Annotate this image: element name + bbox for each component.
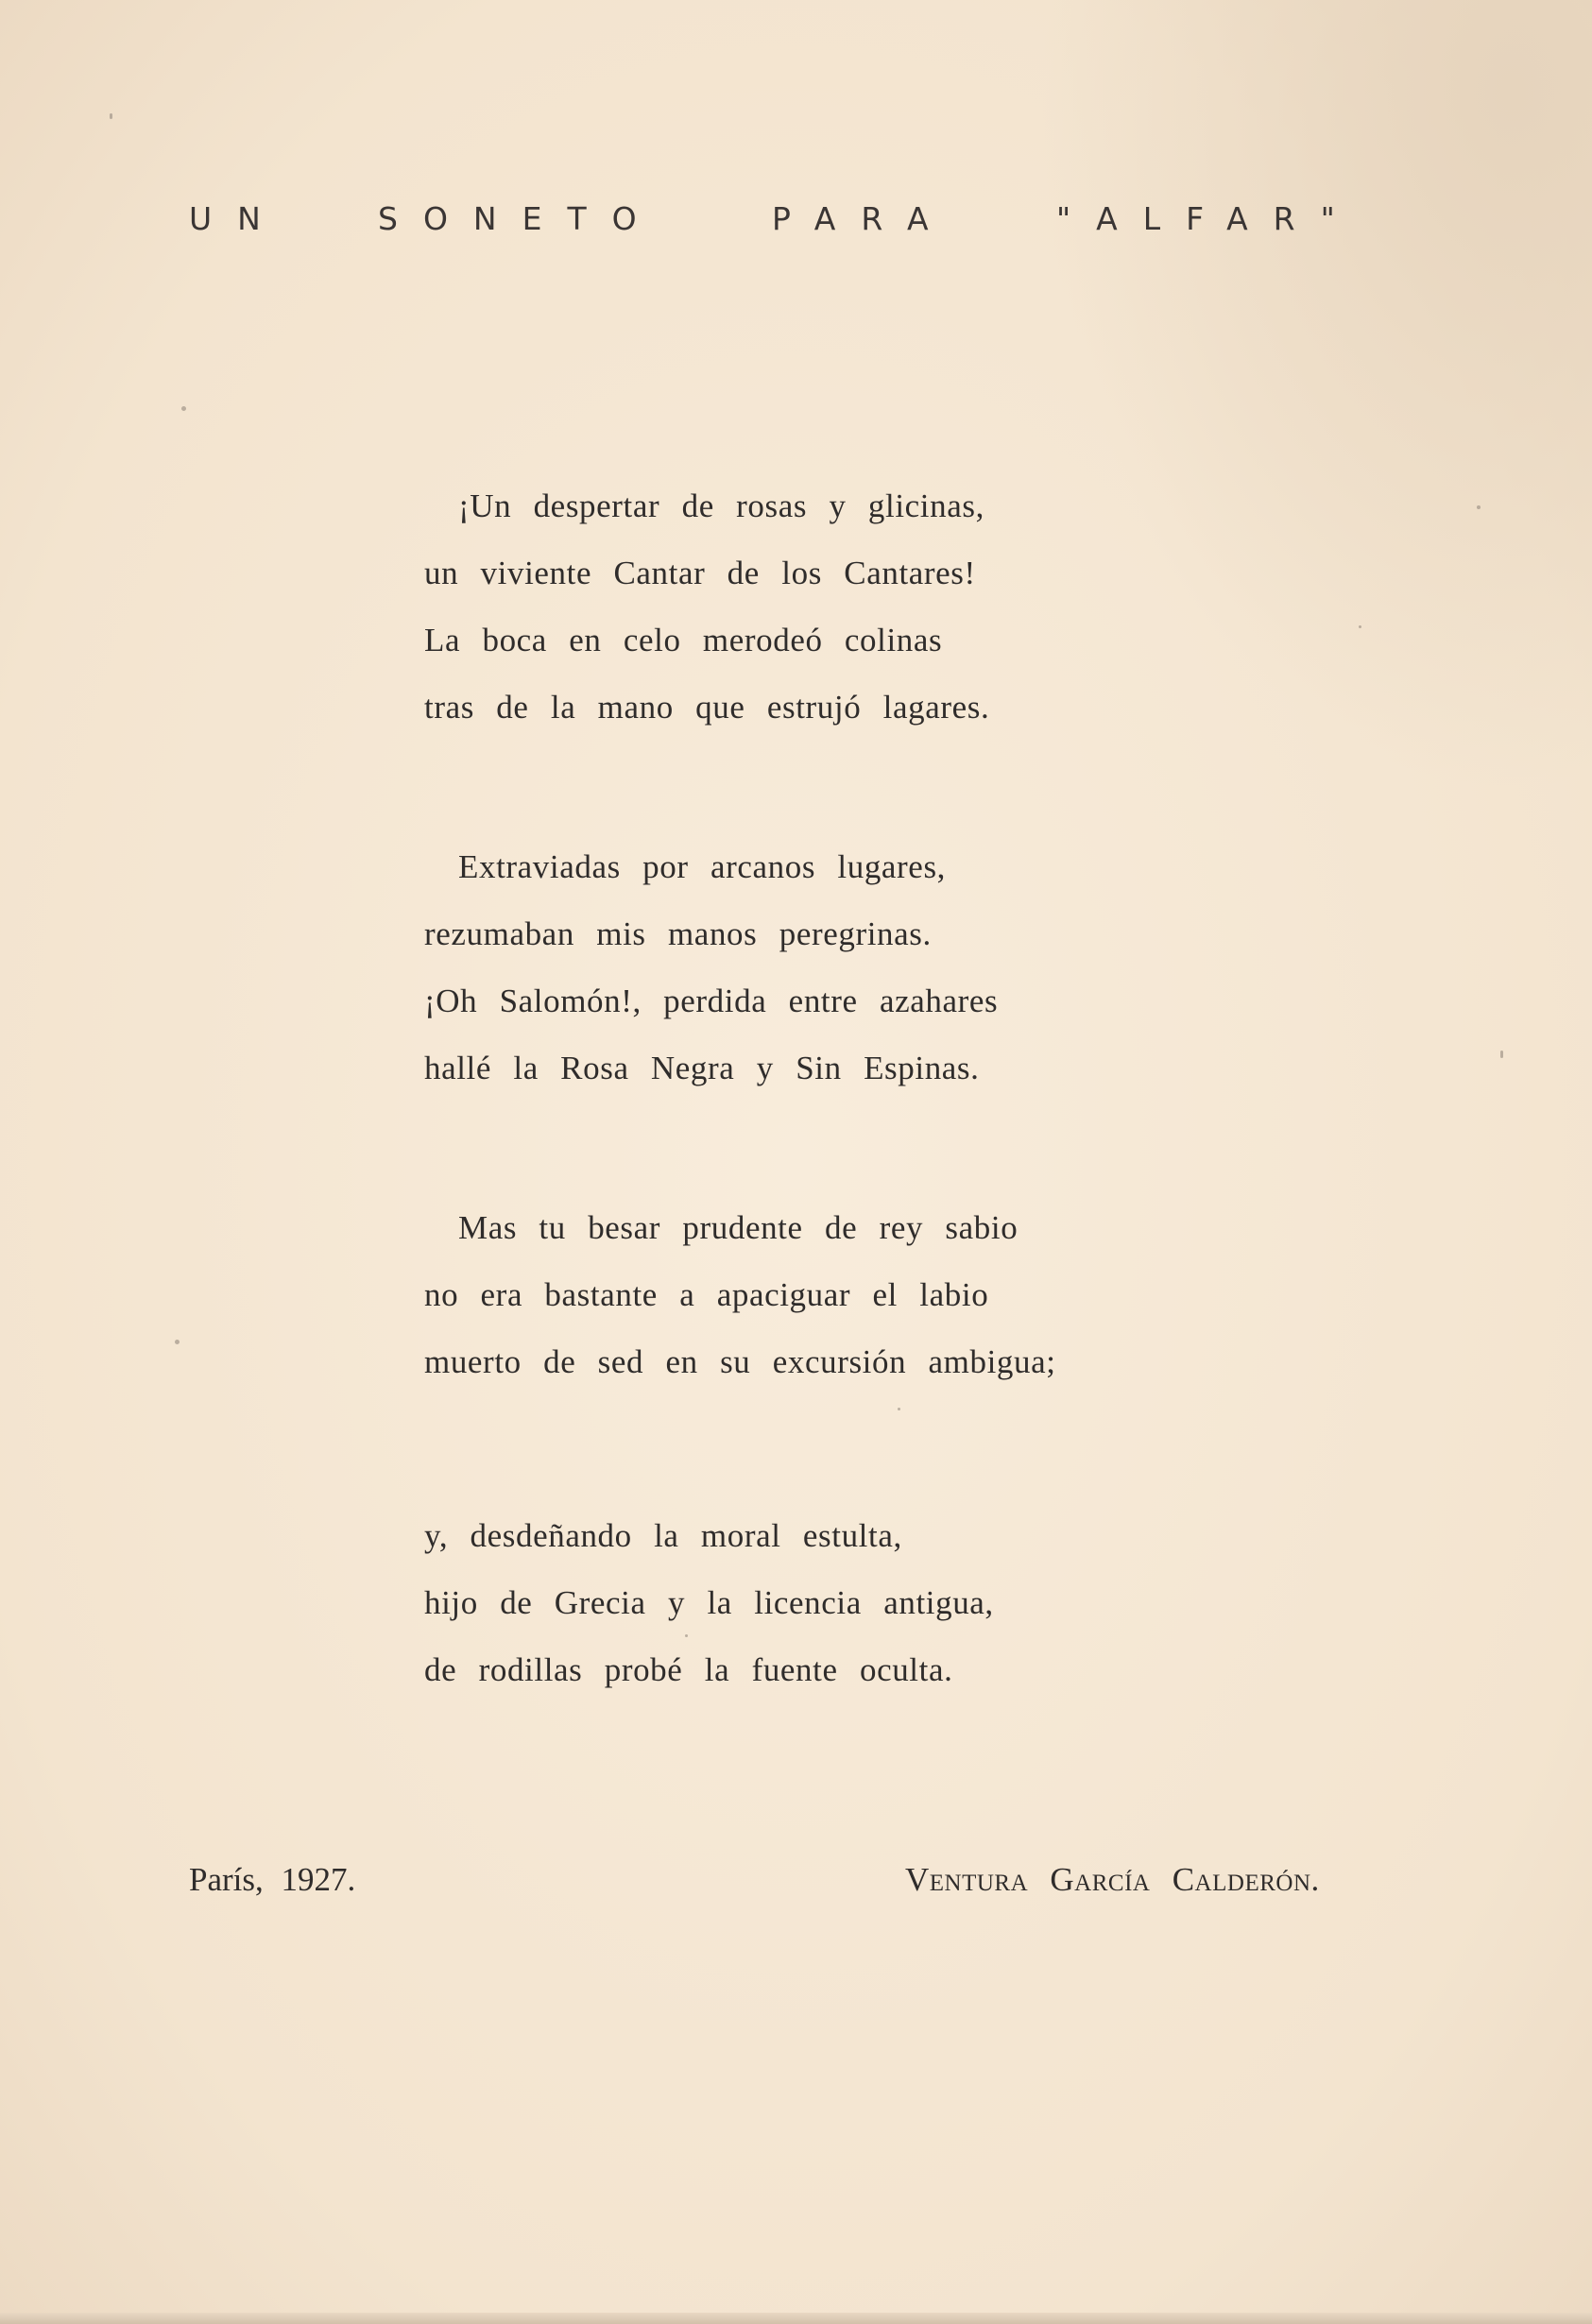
poem-line: La boca en celo merodeó colinas [424, 622, 943, 658]
title-word-alfar: "ALFAR" [1056, 200, 1361, 237]
title-word-para: PARA [772, 200, 954, 237]
title-word-un: UN [189, 200, 286, 237]
poem-line: Mas tu besar prudente de rey sabio [458, 1209, 1019, 1246]
stanza-spacer [424, 1102, 1180, 1194]
page-title [189, 200, 1361, 248]
paper-speck [1477, 505, 1481, 509]
paper-speck [181, 406, 186, 411]
paper-speck [898, 1408, 900, 1410]
poem-line: de rodillas probé la fuente oculta. [424, 1651, 953, 1688]
stanza-3 [424, 1194, 1180, 1395]
paper-speck [110, 113, 112, 119]
paper-speck [1500, 1051, 1503, 1058]
place-and-date: París, 1927. [189, 1861, 356, 1898]
poem-line: hallé la Rosa Negra y Sin Espinas. [424, 1050, 980, 1086]
stanza-spacer [424, 1395, 1180, 1502]
stanza-2 [424, 833, 1180, 1102]
sonnet [424, 472, 1180, 1703]
title-word-soneto: SONETO [378, 200, 662, 237]
poem-line: rezumaban mis manos peregrinas. [424, 915, 932, 952]
poem-line: ¡Un despertar de rosas y glicinas, [458, 487, 984, 524]
poem-line: y, desdeñando la moral estulta, [424, 1517, 902, 1554]
stanza-4 [424, 1502, 1180, 1703]
poem-line: un viviente Cantar de los Cantares! [424, 555, 976, 591]
poem-line: ¡Oh Salomón!, perdida entre azahares [424, 983, 999, 1019]
paper-speck [1359, 625, 1361, 628]
page-bottom-edge [0, 2313, 1592, 2324]
stanza-1 [424, 472, 1180, 741]
paper-speck [175, 1340, 180, 1344]
stanza-spacer [424, 741, 1180, 833]
paper-speck [685, 1634, 688, 1637]
poem-line: muerto de sed en su excursión ambigua; [424, 1343, 1056, 1380]
poem-line: Extraviadas por arcanos lugares, [458, 848, 947, 885]
poem-line: tras de la mano que estrujó lagares. [424, 689, 990, 726]
author-signature: Ventura García Calderón. [905, 1861, 1320, 1898]
poem-line: no era bastante a apaciguar el labio [424, 1276, 989, 1313]
poem-line: hijo de Grecia y la licencia antigua, [424, 1584, 994, 1621]
